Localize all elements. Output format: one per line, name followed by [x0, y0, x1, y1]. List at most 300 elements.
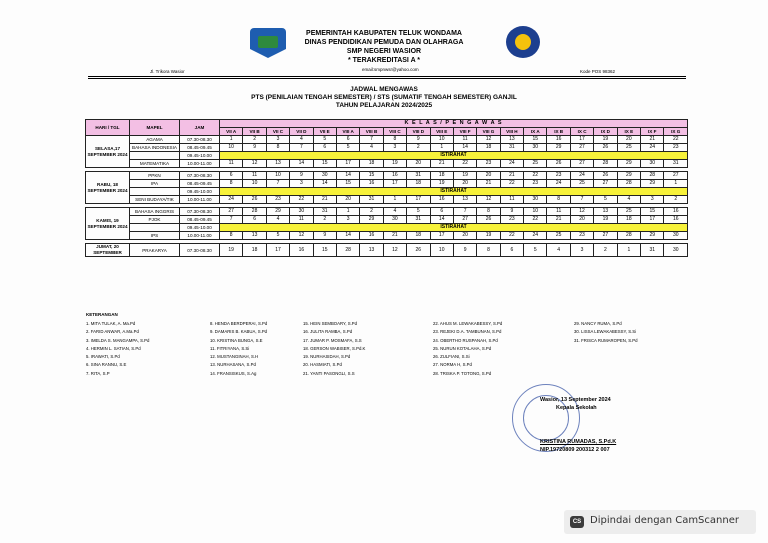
supervisor-number-cell: 14	[430, 216, 453, 224]
supervisor-number-cell: 17	[430, 232, 453, 240]
supervisor-number-cell: 11	[243, 172, 266, 180]
supervisor-number-cell: 14	[290, 160, 313, 168]
supervisor-number-cell: 8	[383, 136, 406, 144]
supervisor-number-cell: 29	[547, 144, 570, 152]
supervisor-number-cell: 17	[383, 180, 406, 188]
time-cell: 07.30-08.30	[180, 136, 220, 144]
supervisor-number-cell: 14	[336, 232, 359, 240]
supervisor-number-cell: 12	[290, 232, 313, 240]
supervisor-number-cell: 21	[641, 136, 664, 144]
supervisor-number-cell: 16	[360, 180, 383, 188]
supervisor-number-cell: 24	[641, 144, 664, 152]
header-hari: HARI / TGL	[86, 120, 130, 136]
supervisor-name: 18. GERSON WABISER, S.Pd.K	[303, 345, 366, 351]
supervisor-number-cell: 16	[547, 136, 570, 144]
supervisor-number-cell: 22	[524, 172, 547, 180]
supervisor-name: 7. RITA, S.P	[86, 370, 110, 376]
supervisor-name: 4. HERMIN L. SATIAN, S.Pd	[86, 345, 141, 351]
supervisor-number-cell: 15	[524, 136, 547, 144]
supervisor-number-cell: 12	[477, 196, 500, 204]
table-row	[86, 216, 688, 224]
supervisor-number-cell: 3	[290, 180, 313, 188]
supervisor-number-cell: 13	[500, 136, 523, 144]
supervisor-number-cell: 8	[220, 232, 243, 240]
supervisor-number-cell: 25	[570, 180, 593, 188]
supervisor-number-cell: 6	[336, 136, 359, 144]
supervisor-name: 3. IMELDA S. MANGAMPA, S.Pd	[86, 337, 150, 343]
header-line-4: * TERAKREDITASI A *	[347, 57, 421, 64]
supervisor-number-cell: 20	[336, 196, 359, 204]
supervisor-number-cell: 6	[220, 172, 243, 180]
supervisor-name: 20. HASMIATI, S.Pd	[303, 362, 342, 368]
supervisor-number-cell: 18	[407, 180, 430, 188]
class-header: VIII D	[407, 128, 430, 136]
istirahat-bar: ISTIRAHAT	[220, 188, 688, 196]
supervisor-number-cell: 27	[570, 144, 593, 152]
subject-cell: IPA	[130, 180, 180, 188]
supervisor-number-cell: 13	[360, 244, 383, 257]
supervisor-number-cell: 2	[407, 144, 430, 152]
supervisor-number-cell: 2	[360, 208, 383, 216]
supervisor-number-cell: 20	[617, 136, 640, 144]
supervisor-number-cell: 28	[594, 160, 617, 168]
supervisor-number-cell: 21	[500, 172, 523, 180]
supervisor-number-cell: 19	[453, 172, 476, 180]
supervisor-number-cell: 21	[383, 232, 406, 240]
supervisor-number-cell: 30	[641, 160, 664, 168]
supervisor-name: 31. FRISCA RUMAROPEN, S.Pd	[574, 337, 638, 343]
supervisor-number-cell: 9	[500, 208, 523, 216]
supervisor-number-cell: 19	[383, 160, 406, 168]
class-header: IX C	[570, 128, 593, 136]
supervisor-number-cell: 29	[360, 216, 383, 224]
supervisor-number-cell: 10	[430, 136, 453, 144]
supervisor-number-cell: 20	[570, 216, 593, 224]
supervisor-number-cell: 5	[594, 196, 617, 204]
supervisor-number-cell: 15	[336, 180, 359, 188]
supervisor-number-cell: 1	[383, 196, 406, 204]
header-line-3: SMP NEGERI WASIOR	[346, 48, 422, 55]
supervisor-number-cell: 31	[407, 216, 430, 224]
supervisor-number-cell: 31	[641, 244, 664, 257]
table-row	[86, 244, 688, 257]
supervisor-number-cell: 12	[570, 208, 593, 216]
supervisor-number-cell: 17	[266, 244, 289, 257]
supervisor-number-cell: 10	[243, 180, 266, 188]
supervisor-number-cell: 12	[383, 244, 406, 257]
supervisor-number-cell: 31	[500, 144, 523, 152]
supervisor-number-cell: 22	[500, 232, 523, 240]
supervisor-number-cell: 25	[617, 208, 640, 216]
day-cell: SELASA,17 SEPTEMBER 2024	[86, 136, 130, 168]
class-header: VII A	[220, 128, 243, 136]
supervisor-number-cell: 23	[570, 232, 593, 240]
supervisor-number-cell: 28	[617, 180, 640, 188]
supervisor-number-cell: 31	[313, 208, 336, 216]
supervisor-number-cell: 5	[313, 136, 336, 144]
table-row	[86, 196, 688, 204]
supervisor-name: 19. NURHASIDAH, S.Pd	[303, 354, 351, 360]
class-header: VII D	[290, 128, 313, 136]
supervisor-number-cell: 24	[500, 160, 523, 168]
supervisor-number-cell: 7	[453, 208, 476, 216]
supervisor-number-cell: 19	[220, 244, 243, 257]
supervisor-number-cell: 7	[360, 136, 383, 144]
supervisor-number-cell: 18	[617, 216, 640, 224]
class-header: VII B	[243, 128, 266, 136]
supervisor-number-cell: 26	[477, 216, 500, 224]
supervisor-number-cell: 11	[547, 208, 570, 216]
class-header: VIII E	[430, 128, 453, 136]
supervisor-number-cell: 18	[477, 144, 500, 152]
supervisor-number-cell: 12	[477, 136, 500, 144]
supervisor-number-cell: 3	[641, 196, 664, 204]
supervisor-number-cell: 23	[524, 180, 547, 188]
supervisor-number-cell: 13	[594, 208, 617, 216]
class-header: VII E	[313, 128, 336, 136]
supervisor-number-cell: 4	[383, 208, 406, 216]
supervisor-number-cell: 3	[570, 244, 593, 257]
supervisor-number-cell: 6	[430, 208, 453, 216]
header-kelas-pengawas: K E L A S / P E N G A W A S	[220, 120, 688, 128]
header-mapel: MAPEL	[130, 120, 180, 136]
supervisor-number-cell: 25	[617, 144, 640, 152]
class-header: VIII F	[453, 128, 476, 136]
supervisor-number-cell: 7	[570, 196, 593, 204]
supervisor-number-cell: 21	[313, 196, 336, 204]
supervisor-number-cell: 26	[407, 244, 430, 257]
time-cell: 07.30-08.30	[180, 208, 220, 216]
supervisor-number-cell: 13	[453, 196, 476, 204]
subject-cell: BAHASA INDONESIA	[130, 144, 180, 152]
supervisor-name: 16. JULITA RAMBA, S.Pd	[303, 329, 353, 335]
supervisor-number-cell: 18	[430, 172, 453, 180]
supervisor-number-cell: 9	[243, 144, 266, 152]
table-row	[86, 172, 688, 180]
time-cell: 09.45-10.00	[180, 188, 220, 196]
class-header: IX F	[641, 128, 664, 136]
supervisor-number-cell: 27	[570, 160, 593, 168]
supervisor-name: 10. KRISTINA BUNGA, S.E	[210, 337, 263, 343]
supervisor-number-cell: 17	[336, 160, 359, 168]
table-row	[86, 180, 688, 188]
supervisor-number-cell: 27	[594, 180, 617, 188]
supervisor-name: 26. ZULFIANI, S.Si	[433, 354, 470, 360]
supervisor-number-cell: 27	[594, 232, 617, 240]
supervisor-number-cell: 24	[547, 180, 570, 188]
supervisor-number-cell: 8	[220, 180, 243, 188]
keterangan-label: KETERANGAN	[86, 312, 118, 317]
header-rule-2	[88, 78, 686, 79]
schedule-subtitle: PTS (PENILAIAN TENGAH SEMESTER) / STS (SUMATIF TENGAH SEMESTER) GANJIL	[251, 94, 517, 101]
schedule-title: JADWAL MENGAWAS	[350, 86, 418, 93]
supervisor-schedule-table	[85, 119, 688, 257]
class-header: IX D	[594, 128, 617, 136]
supervisor-number-cell: 18	[407, 232, 430, 240]
time-cell: 07.30-08.30	[180, 244, 220, 257]
class-header: VIII B	[360, 128, 383, 136]
supervisor-number-cell: 16	[430, 196, 453, 204]
supervisor-number-cell: 7	[290, 144, 313, 152]
signature-block	[540, 396, 616, 454]
supervisor-name: 28. TRISKA P. TOTONG, S.Pd	[433, 370, 492, 376]
subject-cell: MATEMATIKA	[130, 160, 180, 168]
supervisor-number-cell: 29	[641, 232, 664, 240]
signature-name: KRISTINA RUMADAS, S.Pd.K	[540, 439, 617, 445]
supervisor-name: 17. JUMAR P. MOSMAFA, S.S	[303, 337, 362, 343]
supervisor-number-cell: 25	[524, 160, 547, 168]
supervisor-number-cell: 16	[383, 172, 406, 180]
empty-cell	[130, 188, 180, 196]
time-cell: 10.00-11.00	[180, 232, 220, 240]
subject-cell: BAHASA INGGRIS	[130, 208, 180, 216]
day-cell: KAMIS, 19 SEPTEMBER 2024	[86, 208, 130, 240]
supervisor-name: 15. HEIN SEMBOARY, S.Pd	[303, 321, 358, 326]
supervisor-number-cell: 30	[524, 196, 547, 204]
class-header: IX B	[547, 128, 570, 136]
supervisor-number-cell: 2	[313, 216, 336, 224]
supervisor-number-cell: 9	[313, 232, 336, 240]
supervisor-number-cell: 5	[266, 232, 289, 240]
supervisor-number-cell: 24	[570, 172, 593, 180]
supervisor-number-cell: 31	[664, 160, 688, 168]
supervisor-number-cell: 20	[407, 160, 430, 168]
supervisor-number-cell: 15	[641, 208, 664, 216]
time-cell: 10.00-11.00	[180, 196, 220, 204]
supervisor-number-cell: 9	[453, 244, 476, 257]
table-row	[86, 152, 688, 160]
supervisor-number-cell: 27	[220, 208, 243, 216]
supervisor-number-cell: 15	[313, 160, 336, 168]
supervisor-name: 5. IRAWATI, S.Pd	[86, 354, 120, 360]
supervisor-number-cell: 9	[290, 172, 313, 180]
supervisor-number-cell: 30	[313, 172, 336, 180]
keterangan-column	[574, 320, 638, 345]
supervisor-number-cell: 1	[336, 208, 359, 216]
supervisor-number-cell: 4	[547, 244, 570, 257]
supervisor-number-cell: 30	[290, 208, 313, 216]
class-header: IX A	[524, 128, 547, 136]
table-row	[86, 188, 688, 196]
supervisor-number-cell: 21	[430, 160, 453, 168]
empty-cell	[130, 224, 180, 232]
supervisor-name: 29. NANCY RUMA, S.Pd	[574, 321, 622, 326]
day-cell: RABU, 18 SEPTEMBER 2024	[86, 172, 130, 204]
supervisor-number-cell: 22	[524, 216, 547, 224]
empty-cell	[130, 152, 180, 160]
class-header: VIII G	[477, 128, 500, 136]
supervisor-number-cell: 3	[383, 144, 406, 152]
supervisor-name: 6. SINA RANNU, S.E	[86, 362, 127, 368]
supervisor-number-cell: 12	[243, 160, 266, 168]
camscanner-icon: CS	[570, 516, 584, 528]
class-header: IX G	[664, 128, 688, 136]
istirahat-bar: ISTIRAHAT	[220, 224, 688, 232]
supervisor-number-cell: 5	[336, 144, 359, 152]
supervisor-number-cell: 22	[500, 180, 523, 188]
supervisor-number-cell: 19	[477, 232, 500, 240]
supervisor-number-cell: 29	[617, 172, 640, 180]
supervisor-number-cell: 18	[360, 160, 383, 168]
supervisor-number-cell: 28	[617, 232, 640, 240]
keterangan-column	[210, 320, 267, 378]
header-jam: JAM	[180, 120, 220, 136]
table-row	[86, 208, 688, 216]
supervisor-number-cell: 15	[360, 172, 383, 180]
supervisor-number-cell: 26	[594, 172, 617, 180]
supervisor-number-cell: 10	[266, 172, 289, 180]
subject-cell: PJOK	[130, 216, 180, 224]
keterangan-column	[86, 320, 149, 378]
supervisor-number-cell: 17	[641, 216, 664, 224]
supervisor-number-cell: 6	[313, 144, 336, 152]
supervisor-number-cell: 23	[547, 172, 570, 180]
supervisor-number-cell: 7	[266, 180, 289, 188]
supervisor-name: 23. REJEKI D.A. TAMBUNAN, S.Pd	[433, 329, 502, 335]
supervisor-name: 14. FRANSISKUS, S.Ag	[210, 370, 257, 376]
supervisor-number-cell: 1	[664, 180, 688, 188]
supervisor-number-cell: 3	[266, 136, 289, 144]
supervisor-number-cell: 5	[524, 244, 547, 257]
supervisor-number-cell: 16	[290, 244, 313, 257]
supervisor-number-cell: 2	[664, 196, 688, 204]
supervisor-number-cell: 20	[453, 232, 476, 240]
supervisor-number-cell: 10	[220, 144, 243, 152]
supervisor-number-cell: 26	[243, 196, 266, 204]
supervisor-number-cell: 23	[500, 216, 523, 224]
supervisor-name: 22. AHUS M. LEWAKABESSY, S.Pd	[433, 321, 503, 326]
supervisor-number-cell: 18	[243, 244, 266, 257]
supervisor-number-cell: 19	[594, 216, 617, 224]
supervisor-name: 2. FARID ANWAR, A.Ma.Pd	[86, 329, 139, 335]
supervisor-number-cell: 14	[453, 144, 476, 152]
supervisor-number-cell: 23	[266, 196, 289, 204]
supervisor-number-cell: 29	[617, 160, 640, 168]
supervisor-name: 1. MITA TULAK, A. Ma.Pd	[86, 321, 136, 326]
keterangan-column	[303, 320, 365, 378]
supervisor-number-cell: 17	[407, 196, 430, 204]
supervisor-number-cell: 6	[500, 244, 523, 257]
subject-cell: PPKN	[130, 172, 180, 180]
supervisor-number-cell: 2	[594, 244, 617, 257]
time-cell: 07.30-08.30	[180, 172, 220, 180]
supervisor-number-cell: 10	[524, 208, 547, 216]
supervisor-number-cell: 8	[266, 144, 289, 152]
supervisor-name: 9. DAMARIS B. KABUA, S.Pd	[210, 329, 268, 335]
supervisor-number-cell: 23	[477, 160, 500, 168]
supervisor-number-cell: 23	[664, 144, 688, 152]
supervisor-name: 13. NURHASANA, S.Pd	[210, 362, 256, 368]
supervisor-number-cell: 4	[617, 196, 640, 204]
supervisor-number-cell: 21	[477, 180, 500, 188]
supervisor-number-cell: 19	[594, 136, 617, 144]
supervisor-number-cell: 31	[407, 172, 430, 180]
supervisor-number-cell: 27	[453, 216, 476, 224]
header-line-1: PEMERINTAH KABUPATEN TELUK WONDAMA	[306, 30, 462, 37]
supervisor-number-cell: 24	[524, 232, 547, 240]
table-row	[86, 224, 688, 232]
supervisor-number-cell: 6	[243, 216, 266, 224]
class-header: VIII A	[336, 128, 359, 136]
class-header: VIII C	[383, 128, 406, 136]
supervisor-number-cell: 8	[477, 208, 500, 216]
supervisor-number-cell: 30	[664, 244, 688, 257]
supervisor-number-cell: 28	[336, 244, 359, 257]
signature-place-date: Wasior, 13 September 2024	[540, 397, 611, 403]
subject-cell: SENI BUDAYA/TIK	[130, 196, 180, 204]
table-row	[86, 144, 688, 152]
signature-nip: NIP.19720809 200312 2 007	[540, 447, 610, 453]
supervisor-name: 12. MUSTANGINAH, S.H	[210, 354, 259, 360]
supervisor-number-cell: 4	[266, 216, 289, 224]
supervisor-number-cell: 7	[220, 216, 243, 224]
supervisor-number-cell: 10	[430, 244, 453, 257]
supervisor-number-cell: 4	[360, 144, 383, 152]
supervisor-number-cell: 9	[407, 136, 430, 144]
postal-code: Kode POS 98362	[580, 69, 616, 74]
school-email: email:smpnwsr@yahoo.com	[362, 67, 419, 72]
supervisor-number-cell: 16	[664, 216, 688, 224]
supervisor-number-cell: 11	[220, 160, 243, 168]
table-row	[86, 160, 688, 168]
supervisor-number-cell: 22	[290, 196, 313, 204]
supervisor-number-cell: 11	[290, 216, 313, 224]
supervisor-number-cell: 20	[453, 180, 476, 188]
subject-cell: AGAMA	[130, 136, 180, 144]
supervisor-number-cell: 21	[547, 216, 570, 224]
supervisor-number-cell: 20	[477, 172, 500, 180]
class-header: IX E	[617, 128, 640, 136]
supervisor-number-cell: 19	[430, 180, 453, 188]
supervisor-number-cell: 5	[407, 208, 430, 216]
supervisor-number-cell: 30	[524, 144, 547, 152]
supervisor-number-cell: 28	[243, 208, 266, 216]
subject-cell: PRAKARYA	[130, 244, 180, 257]
supervisor-number-cell: 26	[547, 160, 570, 168]
supervisor-number-cell: 29	[266, 208, 289, 216]
supervisor-name: 25. NURUN KOTALAHA, S.Pd	[433, 345, 492, 351]
table-row	[86, 136, 688, 144]
time-cell: 08.45-09.45	[180, 180, 220, 188]
supervisor-number-cell: 1	[617, 244, 640, 257]
time-cell: 09.45-10.00	[180, 224, 220, 232]
time-cell: 08.45-09.45	[180, 144, 220, 152]
supervisor-number-cell: 28	[641, 172, 664, 180]
supervisor-number-cell: 1	[220, 136, 243, 144]
school-address: Jl. Trikora Wasior	[150, 69, 185, 74]
signature-role: Kepala Sekolah	[556, 405, 597, 411]
supervisor-number-cell: 1	[430, 144, 453, 152]
supervisor-name: 30. LISSA LEWAKABESSY, S.Si	[574, 329, 637, 335]
istirahat-bar: ISTIRAHAT	[220, 152, 688, 160]
supervisor-number-cell: 22	[453, 160, 476, 168]
supervisor-number-cell: 16	[664, 208, 688, 216]
supervisor-name: 8. HENDA BERDPERAI, S.Pd	[210, 321, 268, 326]
keterangan-column	[433, 320, 502, 378]
supervisor-number-cell: 14	[313, 180, 336, 188]
time-cell: 10.00-11.00	[180, 160, 220, 168]
supervisor-number-cell: 27	[664, 172, 688, 180]
supervisor-number-cell: 8	[477, 244, 500, 257]
supervisor-number-cell: 31	[360, 196, 383, 204]
supervisor-number-cell: 2	[243, 136, 266, 144]
header-rule	[88, 76, 686, 77]
class-header: VII C	[266, 128, 289, 136]
supervisor-number-cell: 22	[664, 136, 688, 144]
supervisor-number-cell: 30	[664, 232, 688, 240]
supervisor-number-cell: 11	[453, 136, 476, 144]
time-cell: 08.45-09.45	[180, 216, 220, 224]
